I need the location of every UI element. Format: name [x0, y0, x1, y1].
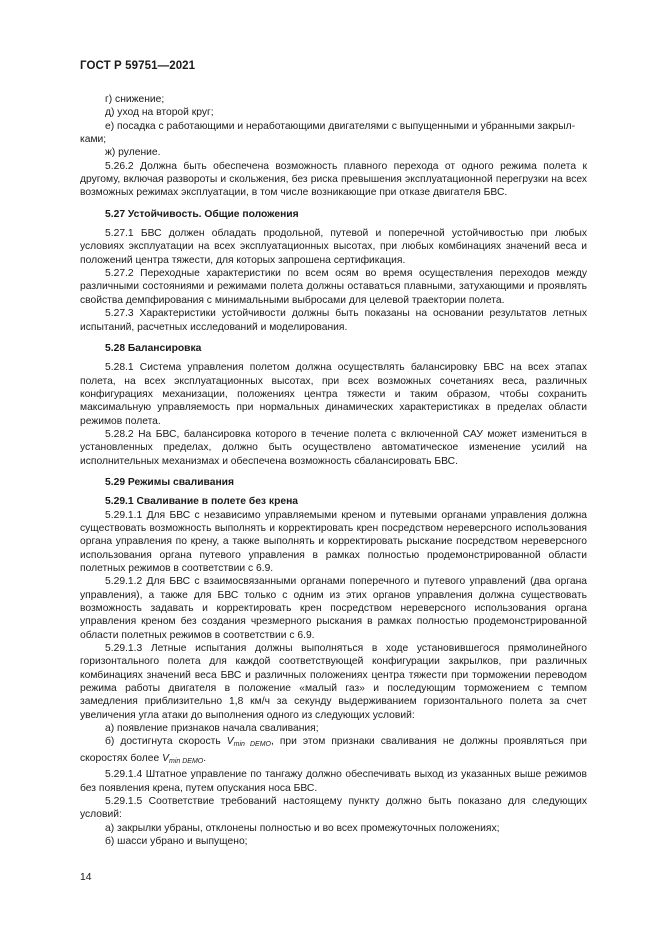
- list-item-continuation: ками;: [80, 134, 107, 146]
- list-item: ж) руление.: [105, 147, 161, 159]
- paragraph-5-29-1-2: 5.29.1.2 Для БВС с взаимосвязанными органами поперечного и путевого управлений (два органа управления), а также для БВС только с одним из этих органов управления должна существовать возможность задавать и корректировать крен посредством нереверсного использования органа управления креном без создания чрезмерного рыскания в рамках полностью продемонстрированной области полетных режимов в соответствии с 6.9.: [80, 576, 587, 641]
- page-number: 14: [80, 872, 92, 883]
- paragraph-5-27-1: 5.27.1 БВС должен обладать продольной, путевой и поперечной устойчивостью при любых условиях эксплуатации на всех эксплуатационных высотах, при любых комбинациях значений веса и положений центра тяжести, для которых запрошена сертификация.: [80, 228, 587, 266]
- paragraph-5-29-1-5: 5.29.1.5 Соответствие требований настоящему пункту должно быть показано для следующих условий:: [80, 795, 587, 821]
- paragraph-5-29-1-1: 5.29.1.1 Для БВС с независимо управляемыми креном и путевыми органами управления должна существовать возможность выполнять и корректировать крен посредством нереверсного использования органа управления по крену, а также выполнять и корректировать рыскание посредством нереверсного использования органа путевого управления в рамках полностью продемонстрированной области полетных режимов в соответствии с 6.9.: [80, 509, 587, 574]
- document-body: [80, 93, 587, 848]
- list-item: б) шасси убрано и выпущено;: [105, 835, 248, 847]
- paragraph-5-29-1-4: 5.29.1.4 Штатное управление по тангажу должно обеспечивать выход из указанных выше режимов без появления крена, путем опускания носа БВС.: [80, 769, 587, 794]
- list-item-speed: б) достигнута скорость $V_{min DEMO}$, при этом признаки сваливания не должны проявляться при скоростях более $V_{min DEMO}$.: [80, 736, 588, 765]
- list-item: д) уход на второй круг;: [105, 107, 214, 119]
- paragraph-5-26-2: 5.26.2 Должна быть обеспечена возможность плавного перехода от одного режима полета к другому, включая развороты и скольжения, без риска превышения эксплуатационной перегрузки на всех возможных режимах эксплуатации, в том числе возникающие при отказе двигателя БВС.: [80, 160, 587, 199]
- section-heading-5-28: 5.28 Балансировка: [105, 342, 202, 354]
- section-heading-5-29: 5.29 Режимы сваливания: [105, 476, 235, 488]
- section-heading-5-27: 5.27 Устойчивость. Общие положения: [105, 208, 299, 220]
- document-header: ГОСТ Р 59751—2021: [80, 60, 196, 72]
- list-item: г) снижение;: [105, 94, 165, 105]
- list-item: а) появление признаков начала сваливания;: [105, 723, 319, 735]
- list-item: е) посадка с работающими и неработающими двигателями с выпущенными и убранными закрыл-: [105, 120, 576, 132]
- paragraph-5-28-1: 5.28.1 Система управления полетом должна осуществлять балансировку БВС на всех этапах полета, на всех эксплуатационных высотах, при всех возможных сочетаниях веса, различных конфигурациях механизации, положениях центра тяжести и таким образом, чтобы сохранить максимальную управляемость при нормальных динамических характеристиках в пределах области режимов полета.: [80, 362, 587, 427]
- paragraph-5-29-1-3: 5.29.1.3 Летные испытания должны выполняться в ходе установившегося прямолинейного горизонтального полета для каждой соответствующей конфигурации закрылков, при различных комбинациях значений веса БВС и различных положениях центра тяжести при торможении переводом режима работы двигателя в положение «малый газ» и последующим торможением с темпом замедления приблизительно 1,8 км/ч за секунду выдерживанием горизонтального полета за счет увеличения угла атаки до выполнения одного из следующих условий:: [80, 643, 587, 721]
- paragraph-5-27-3: 5.27.3 Характеристики устойчивости должны быть показаны на основании результатов летных испытаний, расчетных исследований и моделирования.: [80, 308, 587, 333]
- list-item: а) закрылки убраны, отклонены полностью и во всех промежуточных положениях;: [105, 822, 500, 834]
- paragraph-5-27-2: 5.27.2 Переходные характеристики по всем осям во время осуществления переходов между различными состояниями и режимами полета должны оставаться плавными, затухающими и проявлять свойства демпфирования с минимальными выбросами для целевой траектории полета.: [80, 268, 587, 306]
- paragraph-5-28-2: 5.28.2 На БВС, балансировка которого в течение полета с включенной САУ может измениться в установленных пределах, должно быть осуществлено автоматическое изменение усилий на исполнительных механизмах и обеспечена возможность сбалансировать БВС.: [80, 428, 587, 467]
- subsection-heading-5-29-1: 5.29.1 Сваливание в полете без крена: [105, 496, 299, 508]
